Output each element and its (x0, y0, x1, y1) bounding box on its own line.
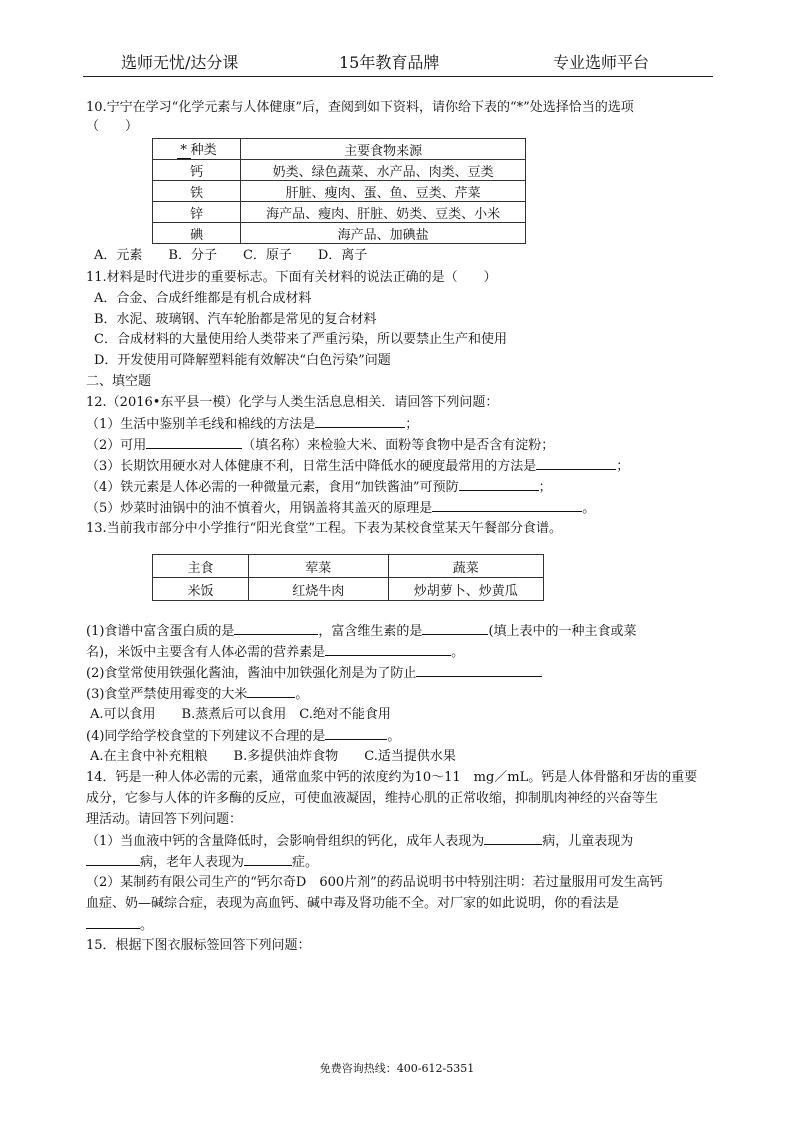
table-cell-source: 海产品、瘦肉、肝脏、奶类、豆类、小米 (241, 202, 526, 223)
q12-part1-text: （1）生活中鉴别羊毛线和棉线的方法是 (86, 417, 316, 432)
q14-part1-end: 症。 (292, 855, 319, 870)
q10-options: A．元素 B．分子 C．原子 D．离子 (94, 248, 368, 263)
table-cell-element: 铁 (153, 181, 241, 202)
q12-part5-end: 。 (582, 501, 596, 516)
header-center-text: 15年教育品牌 (339, 53, 440, 72)
answer-blank[interactable] (422, 622, 488, 635)
q11-option-b: B．水泥、玻璃钢、汽车轮胎都是常见的复合材料 (94, 312, 377, 327)
q12-part3-text: （3）长期饮用硬水对人体健康不利，日常生活中降低水的硬度最常用的方法是 (86, 459, 537, 474)
q12-part4-text: （4）铁元素是人体必需的一种微量元素，食用“加铁酱油”可预防 (86, 480, 459, 495)
table-header-cell: 主要食物来源 (241, 139, 526, 160)
header-right-text: 专业选师平台 (553, 53, 650, 72)
table-row (153, 181, 526, 202)
q12-part1 (86, 415, 418, 434)
q14-line1: 14．钙是一种人体必需的元素，通常血浆中钙的浓度约为10～11 mg／mL。钙是人体骨骼和牙齿的重要 (86, 770, 698, 785)
table-cell-source: 海产品、加碘盐 (241, 223, 526, 244)
q14-line2: 成分，它参与人体的许多酶的反应，可使血液凝固，维持心肌的正常收缩，抑制肌肉神经的兴奋等生 (86, 791, 659, 806)
q12-part5-text: （5）炒菜时油锅中的油不慎着火，用锅盖将其盖灭的原理是 (86, 501, 433, 516)
q12-part4 (86, 478, 552, 497)
q13-part3 (86, 685, 308, 704)
page-header (83, 48, 713, 77)
element-food-table (152, 138, 526, 244)
table-cell: 红烧牛肉 (249, 578, 389, 601)
q13-part4-options: A.在主食中补充粗粮 B.多提供油炸食物 C.适当提供水果 (90, 749, 456, 764)
answer-blank[interactable] (325, 643, 451, 656)
table-cell-source: 奶类、绿色蔬菜、水产品、肉类、豆类 (241, 160, 526, 181)
q14-part2-end: 。 (140, 918, 154, 933)
q13-part4 (86, 727, 400, 746)
table-row (153, 578, 544, 601)
q13-part3-text: (3)食堂严禁使用霉变的大米 (86, 687, 248, 702)
q13-part2-text: (2)食堂常使用铁强化酱油，酱油中加铁强化剂是为了防止 (86, 666, 417, 681)
q13-part1-cont-text: 名)，米饭中主要含有人体必需的营养素是 (86, 645, 326, 660)
q14-part2-line2: 血症、奶—碱综合症，表现为高血钙、碱中毒及肾功能不全。对厂家的如此说明，你的看法是 (86, 896, 620, 911)
q11-option-d: D．开发使用可降解塑料能有效解决“白色污染”问题 (94, 353, 391, 368)
header-type: 种类 (190, 143, 217, 158)
q14-part1 (86, 832, 633, 851)
q14-line3: 理活动。请回答下列问题： (86, 812, 243, 827)
table-row (153, 223, 526, 244)
q12-part2-end: （填名称）来检验大米、面粉等食物中是否含有淀粉； (242, 438, 555, 453)
q14-part2-line3 (86, 916, 153, 935)
q13-part1-note: (填上表中的一种主食或菜 (488, 624, 637, 639)
q11-option-a: A．合金、合成纤维都是有机合成材料 (94, 291, 312, 306)
q13-part4-end: 。 (387, 729, 401, 744)
q13-part2 (86, 664, 542, 683)
q13-stem: 13.当前我市部分中小学推行“阳光食堂”工程。下表为某校食堂某天午餐部分食谱。 (86, 521, 562, 536)
answer-blank[interactable] (484, 832, 542, 845)
q14-part1-text: （1）当血液中钙的含量降低时，会影响骨组织的钙化，成年人表现为 (86, 834, 485, 849)
star-blank: * (177, 143, 191, 159)
q13-part3-options: A.可以食用 B.蒸煮后可以食用 C.绝对不能食用 (90, 707, 391, 722)
table-header-row (153, 139, 526, 160)
q13-part1-end: 。 (451, 645, 465, 660)
q12-part2-text: （2）可用 (86, 438, 147, 453)
table-cell: 炒胡萝卜、炒黄瓜 (388, 578, 543, 601)
q13-part1-cont (86, 643, 464, 662)
menu-table (152, 554, 544, 601)
table-row (153, 202, 526, 223)
q13-part3-end: 。 (295, 687, 309, 702)
answer-blank[interactable] (234, 622, 318, 635)
q13-part1-mid: ，富含维生素的是 (318, 624, 423, 639)
header-left-text: 选师无忧/达分课 (121, 53, 239, 72)
q13-part4-text: (4)同学给学校食堂的下列建议不合理的是 (86, 729, 326, 744)
q14-part1-mid: 病，儿童表现为 (542, 834, 634, 849)
q15-stem: 15．根据下图衣服标签回答下列问题： (86, 938, 311, 953)
table-cell: 米饭 (153, 578, 249, 601)
q11-option-c: C．合成材料的大量使用给人类带来了严重污染，所以要禁止生产和使用 (94, 332, 507, 347)
table-cell-source: 肝脏、瘦肉、蛋、鱼、豆类、芹菜 (241, 181, 526, 202)
table-cell-element: 锌 (153, 202, 241, 223)
q14-part1-cont-text: 病，老年人表现为 (140, 855, 245, 870)
answer-blank[interactable] (325, 727, 387, 740)
answer-blank[interactable] (459, 478, 539, 491)
table-cell-element: 钙 (153, 160, 241, 181)
q13-part1 (86, 622, 637, 641)
q14-part2-line1: （2）某制药有限公司生产的“钙尔奇D 600片剂”的药品说明书中特别注明：若过量服用可发生高钙 (86, 875, 663, 890)
answer-blank[interactable] (315, 415, 405, 428)
table-header-row (153, 555, 544, 578)
answer-blank[interactable] (86, 853, 140, 866)
answer-blank[interactable] (416, 664, 542, 677)
q12-stem: 12.（2016•东平县一模）化学与人类生活息息相关．请回答下列问题： (86, 395, 499, 410)
q12-part3 (86, 457, 629, 476)
answer-blank[interactable] (146, 436, 242, 449)
q13-part1-text: (1)食谱中富含蛋白质的是 (86, 624, 235, 639)
answer-blank[interactable] (86, 916, 140, 929)
q12-part2 (86, 436, 554, 455)
answer-blank[interactable] (432, 499, 582, 512)
section-heading: 二、填空题 (86, 374, 152, 389)
footer-hotline: 免费咨询热线：400-612-5351 (319, 1062, 475, 1075)
q14-part1-cont (86, 853, 318, 872)
table-header-cell: 蔬菜 (388, 555, 543, 578)
q10-answer-paren: （ ） (86, 119, 139, 134)
answer-blank[interactable] (247, 685, 295, 698)
q12-part5 (86, 499, 595, 518)
table-row (153, 160, 526, 181)
table-header-cell: 荤菜 (249, 555, 389, 578)
table-header-cell (153, 139, 241, 160)
answer-blank[interactable] (536, 457, 616, 470)
q11-stem: 11.材料是时代进步的重要标志。下面有关材料的说法正确的是（ ） (86, 270, 497, 285)
q12-part3-end: ； (616, 459, 630, 474)
q12-part4-end: ； (538, 480, 552, 495)
table-header-cell: 主食 (153, 555, 249, 578)
q12-part1-end: ； (405, 417, 419, 432)
table-cell-element: 碘 (153, 223, 241, 244)
answer-blank[interactable] (244, 853, 292, 866)
q10-stem: 10.宁宁在学习“化学元素与人体健康”后，查阅到如下资料，请你给下表的“*”处选择恰当的选项 (86, 100, 634, 115)
